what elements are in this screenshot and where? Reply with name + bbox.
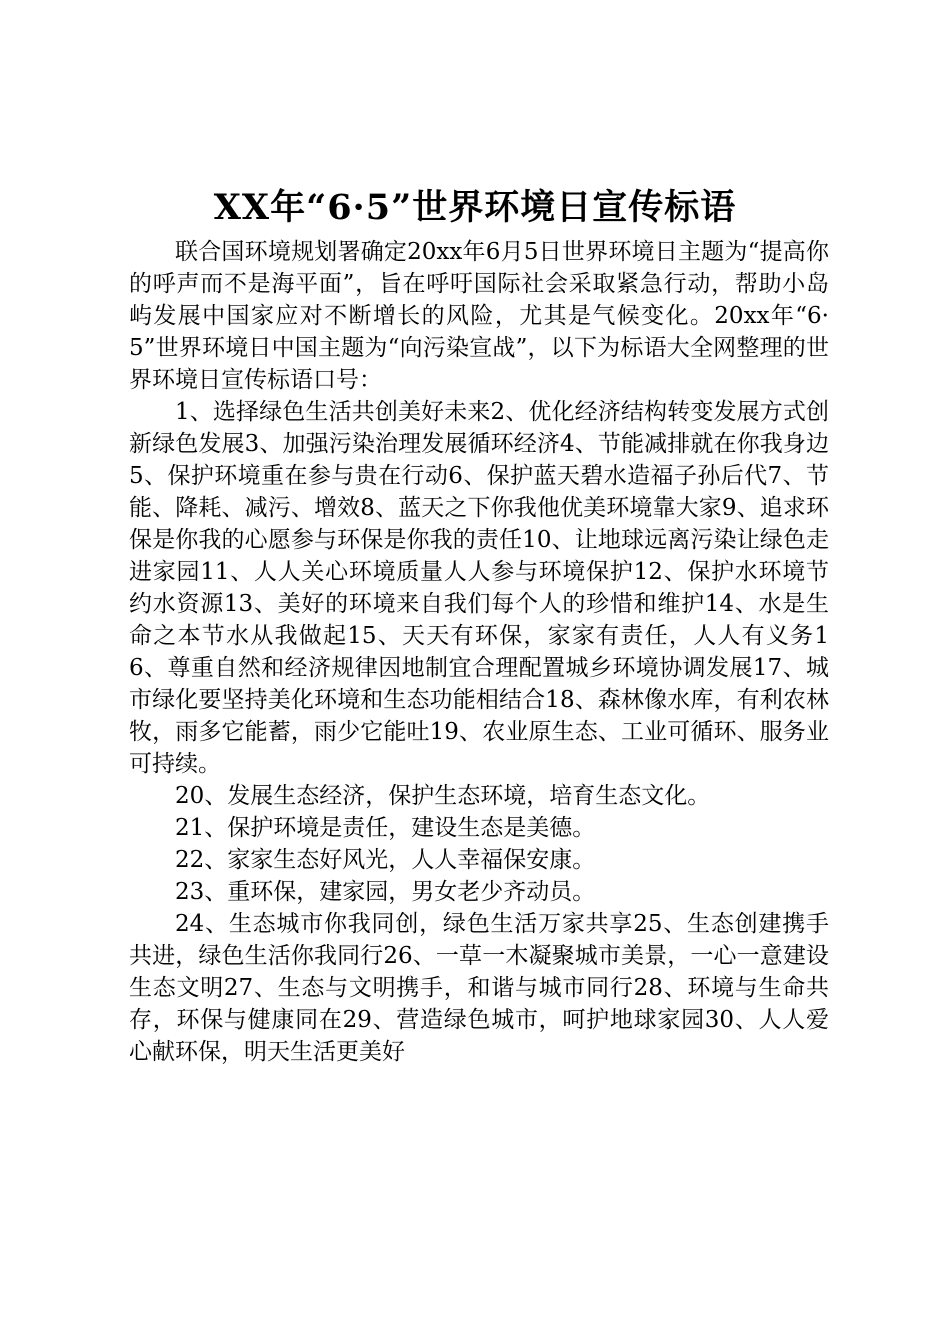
- intro-paragraph: 联合国环境规划署确定20xx年6月5日世界环境日主题为“提高你的呼声而不是海平面”，旨在呼吁国际社会采取紧急行动，帮助小岛屿发展中国家应对不断增长的风险，尤其是气候变化。20xx年“6·5”世界环境日中国主题为“向污染宣战”，以下为标语大全网整理的世界环境日宣传标语口号：: [129, 239, 829, 393]
- slogan-20-paragraph: 20、发展生态经济，保护生态环境，培育生态文化。: [175, 783, 711, 809]
- slogans-1-19-paragraph: 1、选择绿色生活共创美好未来2、优化经济结构转变发展方式创新绿色发展3、加强污染治理发展循环经济4、节能减排就在你我身边5、保护环境重在参与贵在行动6、保护蓝天碧水造福子孙后代7、节能、降耗、减污、增效8、蓝天之下你我他优美环境靠大家9、追求环保是你我的心愿参与环保是你我的责任10、让地球远离污染让绿色走进家园11、人人关心环境质量人人参与环境保护12、保护水环境节约水资源13、美好的环境来自我们每个人的珍惜和维护14、水是生命之本节水从我做起15、天天有环保，家家有责任，人人有义务16、尊重自然和经济规律因地制宜合理配置城乡环境协调发展17、城市绿化要坚持美化环境和生态功能相结合18、森林像水库，有利农林牧，雨多它能蓄，雨少它能吐19、农业原生态、工业可循环、服务业可持续。: [129, 399, 829, 777]
- slogan-22-paragraph: 22、家家生态好风光，人人幸福保安康。: [175, 847, 596, 873]
- slogan-23-paragraph: 23、重环保，建家园，男女老少齐动员。: [175, 879, 596, 905]
- slogans-24-30-paragraph: 24、生态城市你我同创，绿色生活万家共享25、生态创建携手共进，绿色生活你我同行26、一草一木凝聚城市美景，一心一意建设生态文明27、生态与文明携手，和谐与城市同行28、环境与生命共存，环保与健康同在29、营造绿色城市，呵护地球家园30、人人爱心献环保，明天生活更美好: [129, 911, 829, 1065]
- document-title: XX年“6·5”世界环境日宣传标语: [213, 187, 737, 228]
- document-body: [129, 236, 829, 1068]
- slogan-21-paragraph: 21、保护环境是责任，建设生态是美德。: [175, 815, 596, 841]
